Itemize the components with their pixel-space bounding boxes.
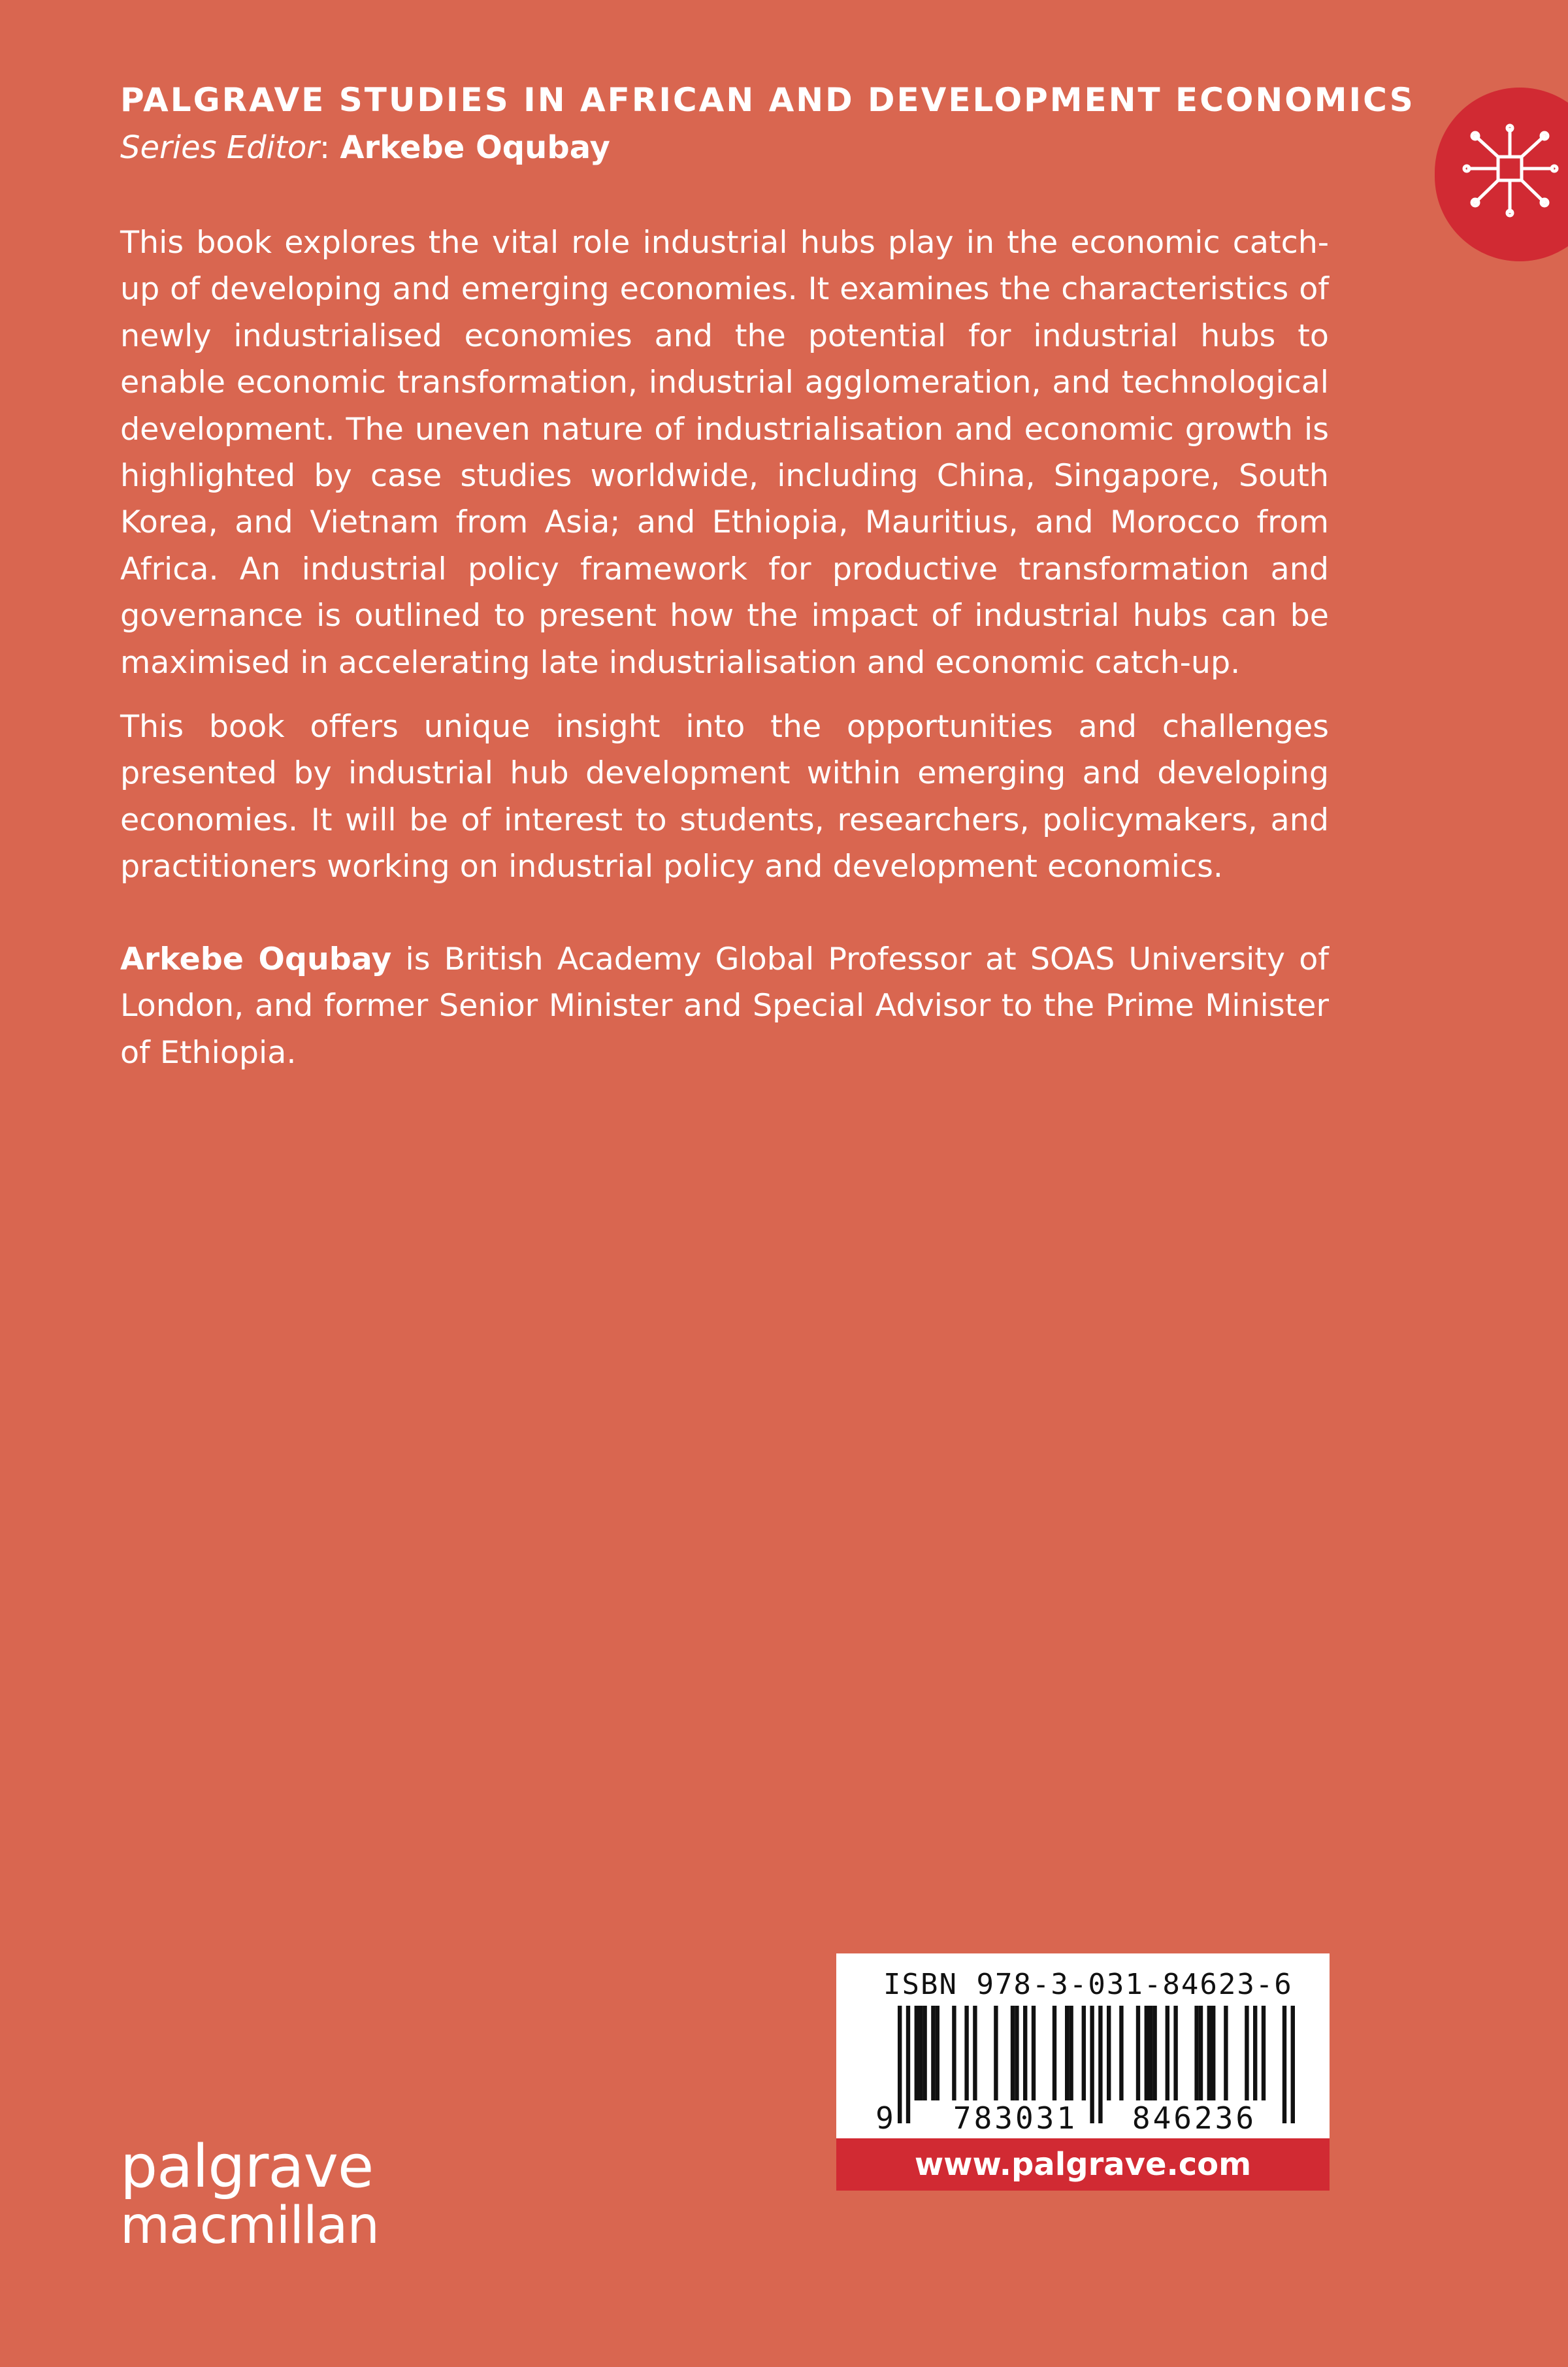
barcode-bar [1194, 2006, 1198, 2100]
palgrave-network-icon [1461, 123, 1559, 221]
barcode-bar [1291, 2006, 1295, 2123]
barcode-bar [1107, 2006, 1111, 2100]
description-text-2: This book offers unique insight into the opportunities and challenges presented by industrial hub development within emerging and developing economies. It will be of interest to students, researchers, policymakers, and practitioners working on industrial policy and development economics. [120, 709, 1329, 885]
barcode-bar [1090, 2006, 1094, 2123]
barcode-first-digit: 9 [875, 2100, 894, 2136]
barcode-bar [1053, 2006, 1056, 2100]
author-bio-text: is British Academy Global Professor at SOAS University of London, and former Senior Minister and Special Advisor to the Prime Minister of Ethiopia. [120, 941, 1330, 1071]
barcode-bar [923, 2006, 926, 2100]
barcode-bar [973, 2006, 977, 2100]
barcode-bar [964, 2006, 968, 2100]
barcode-bar [1069, 2006, 1073, 2100]
isbn-label: ISBN 978-3-031-84623-6 [883, 1968, 1293, 2001]
barcode-bar [906, 2006, 910, 2123]
barcode-digits-right: 846236 [1132, 2100, 1257, 2136]
barcode-bar [931, 2006, 935, 2100]
palgrave-macmillan-logo [120, 2132, 379, 2255]
isbn-barcode [836, 1953, 1330, 2138]
barcode-bar [1245, 2006, 1249, 2100]
barcode-bar [1149, 2006, 1152, 2100]
barcode-bar [936, 2006, 939, 2100]
logo-palgrave: palgrave [120, 2132, 374, 2201]
barcode-bar [1173, 2006, 1177, 2100]
barcode-bar [1082, 2006, 1086, 2100]
barcode-bar [1011, 2006, 1015, 2100]
description-paragraph-1 [120, 220, 1329, 686]
barcode-bar [1262, 2006, 1266, 2100]
barcode-bar [1023, 2006, 1027, 2100]
barcode-bar [1224, 2006, 1228, 2100]
series-title: PALGRAVE STUDIES IN AFRICAN AND DEVELOPMENT ECONOMICS [120, 81, 1415, 119]
barcode-bar [1145, 2006, 1149, 2100]
barcode-bar [1253, 2006, 1257, 2100]
barcode-bar [898, 2006, 902, 2123]
barcode-bar [1211, 2006, 1215, 2100]
publisher-url: www.palgrave.com [836, 2138, 1330, 2191]
series-editor-name: Arkebe Oqubay [340, 129, 610, 166]
author-name: Arkebe Oqubay [120, 941, 392, 977]
barcode-bar [1282, 2006, 1286, 2123]
barcode-bar [919, 2006, 923, 2100]
publisher-corner-tab [1435, 88, 1568, 261]
barcode-bars [836, 1953, 1330, 2138]
logo-macmillan: macmillan [120, 2196, 379, 2255]
series-editor [120, 129, 610, 166]
barcode-bar [915, 2006, 919, 2100]
barcode-bar [952, 2006, 956, 2100]
barcode-bar [1065, 2006, 1069, 2100]
barcode-bar [994, 2006, 998, 2100]
barcode-bar [1207, 2006, 1211, 2100]
barcode-bar [1136, 2006, 1140, 2100]
barcode-digits-left: 783031 [953, 2100, 1078, 2136]
barcode-bar [1199, 2006, 1203, 2100]
barcode-bar [1015, 2006, 1019, 2100]
barcode-bar [1166, 2006, 1169, 2100]
barcode-bar [1098, 2006, 1102, 2123]
series-editor-label: Series Editor [120, 129, 319, 166]
series-editor-separator: : [319, 129, 331, 166]
author-bio [120, 936, 1329, 1076]
barcode-bar [1032, 2006, 1036, 2100]
barcode-bar [1119, 2006, 1123, 2100]
description-paragraph-2 [120, 704, 1329, 890]
description-text-1: This book explores the vital role industrial hubs play in the economic catch-up of developing and emerging economies. It examines the characteristics of newly industrialised economies and the potential for industrial hubs to enable economic transformation, industrial agglomeration, and technological development. The uneven nature of industrialisation and economic growth is highlighted by case studies worldwide, including China, Singapore, South Korea, and Vietnam from Asia; and Ethiopia, Mauritius, and Morocco from Africa. An industrial policy framework for productive transformation and governance is outlined to present how the impact of industrial hubs can be maximised in accelerating late industrialisation and economic catch-up. [120, 225, 1329, 681]
barcode-bar [1152, 2006, 1156, 2100]
